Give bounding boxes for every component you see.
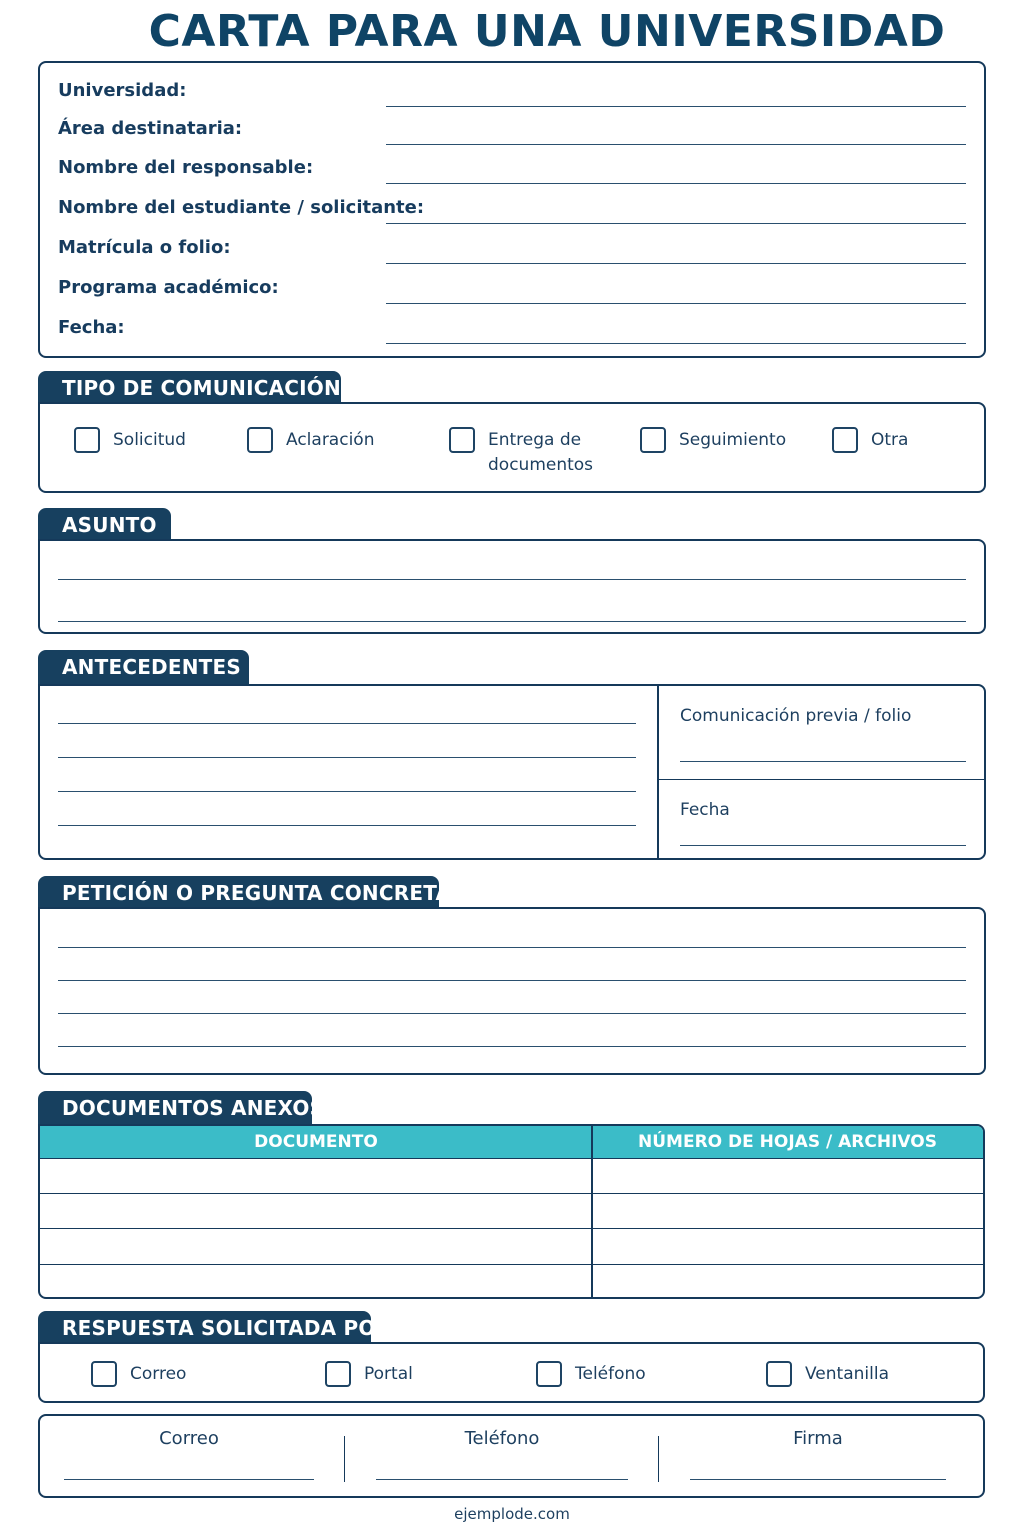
footer-firma-line[interactable] xyxy=(690,1479,946,1480)
option-label: Correo xyxy=(130,1364,187,1384)
option-label: Otra xyxy=(871,430,909,450)
respuesta-box xyxy=(38,1342,985,1403)
checkbox[interactable] xyxy=(449,427,475,453)
field-label: Universidad: xyxy=(58,80,187,101)
checkbox[interactable] xyxy=(74,427,100,453)
footer-divider xyxy=(658,1436,659,1482)
checkbox[interactable] xyxy=(536,1361,562,1387)
antecedentes-fecha-label: Fecha xyxy=(680,800,730,820)
field-label: Nombre del responsable: xyxy=(58,157,314,178)
checkbox[interactable] xyxy=(640,427,666,453)
checkbox[interactable] xyxy=(766,1361,792,1387)
section-tab-anexos: DOCUMENTOS ANEXOS xyxy=(38,1091,312,1125)
footer-correo-label: Correo xyxy=(159,1428,219,1449)
checkbox[interactable] xyxy=(832,427,858,453)
column-header-hojas: NÚMERO DE HOJAS / ARCHIVOS xyxy=(638,1132,937,1152)
tipo-box xyxy=(38,402,986,493)
field-label: Matrícula o folio: xyxy=(58,237,231,258)
option-label: Portal xyxy=(364,1364,413,1384)
table-row-divider xyxy=(40,1228,983,1229)
section-tab-respuesta: RESPUESTA SOLICITADA POR xyxy=(38,1311,371,1345)
antecedentes-divider xyxy=(657,686,659,858)
antecedentes-box xyxy=(38,684,986,860)
checkbox[interactable] xyxy=(91,1361,117,1387)
footer-telefono-line[interactable] xyxy=(376,1479,628,1480)
option-label: Ventanilla xyxy=(805,1364,889,1384)
page-title: CARTA PARA UNA UNIVERSIDAD xyxy=(148,6,946,57)
footer-telefono-label: Teléfono xyxy=(464,1428,540,1449)
checkbox[interactable] xyxy=(247,427,273,453)
asunto-line[interactable] xyxy=(58,621,966,622)
section-tab-peticion: PETICIÓN O PREGUNTA CONCRETA xyxy=(38,876,439,910)
antecedentes-line[interactable] xyxy=(58,791,636,792)
option-telefono[interactable] xyxy=(536,1361,646,1387)
checkbox[interactable] xyxy=(325,1361,351,1387)
contact-signature-box xyxy=(38,1414,985,1498)
table-row-divider xyxy=(40,1158,983,1159)
column-header-documento: DOCUMENTO xyxy=(254,1132,378,1152)
asunto-box xyxy=(38,539,986,634)
option-seguimiento[interactable] xyxy=(640,427,786,453)
option-label: Seguimiento xyxy=(679,430,787,450)
option-entrega-documentos[interactable] xyxy=(449,427,600,478)
antecedentes-line[interactable] xyxy=(58,757,636,758)
field-universidad xyxy=(58,67,966,107)
antecedentes-right-divider xyxy=(659,779,984,780)
option-aclaracion[interactable] xyxy=(247,427,374,453)
option-label: Aclaración xyxy=(286,430,375,450)
table-row-divider xyxy=(40,1264,983,1265)
peticion-line[interactable] xyxy=(58,947,966,948)
antecedentes-line[interactable] xyxy=(58,723,636,724)
fecha-input-line[interactable] xyxy=(386,343,966,344)
column-divider xyxy=(591,1126,593,1299)
footer-correo-line[interactable] xyxy=(64,1479,314,1480)
field-programa xyxy=(58,264,966,304)
option-label: Entrega de documentos xyxy=(488,430,594,475)
option-correo[interactable] xyxy=(91,1361,186,1387)
peticion-box xyxy=(38,907,986,1075)
antecedentes-fecha-line[interactable] xyxy=(680,845,966,846)
previa-input-line[interactable] xyxy=(680,761,966,762)
footer-firma-label: Firma xyxy=(793,1428,843,1449)
section-tab-tipo: TIPO DE COMUNICACIÓN xyxy=(38,371,341,405)
header-fields-box xyxy=(38,61,986,358)
antecedentes-line[interactable] xyxy=(58,825,636,826)
anexos-table xyxy=(38,1124,985,1299)
field-responsable xyxy=(58,144,966,184)
field-estudiante xyxy=(58,184,966,224)
field-label: Fecha: xyxy=(58,317,125,338)
table-row-divider xyxy=(40,1193,983,1194)
website-footer: ejemplode.com xyxy=(454,1505,570,1523)
section-tab-antecedentes: ANTECEDENTES xyxy=(38,650,249,684)
peticion-line[interactable] xyxy=(58,1046,966,1047)
footer-divider xyxy=(344,1436,345,1482)
field-label: Área destinataria: xyxy=(58,118,243,139)
previa-label: Comunicación previa / folio xyxy=(680,706,912,726)
option-portal[interactable] xyxy=(325,1361,413,1387)
option-label: Teléfono xyxy=(575,1364,646,1384)
field-matricula xyxy=(58,224,966,264)
option-ventanilla[interactable] xyxy=(766,1361,889,1387)
peticion-line[interactable] xyxy=(58,1013,966,1014)
option-otra[interactable] xyxy=(832,427,908,453)
field-label: Nombre del estudiante / solicitante: xyxy=(58,197,425,218)
field-area-destinataria xyxy=(58,105,966,145)
field-label: Programa académico: xyxy=(58,277,279,298)
option-label: Solicitud xyxy=(113,430,186,450)
asunto-line[interactable] xyxy=(58,579,966,580)
peticion-line[interactable] xyxy=(58,980,966,981)
section-tab-asunto: ASUNTO xyxy=(38,508,171,542)
field-fecha xyxy=(58,304,966,344)
option-solicitud[interactable] xyxy=(74,427,186,453)
